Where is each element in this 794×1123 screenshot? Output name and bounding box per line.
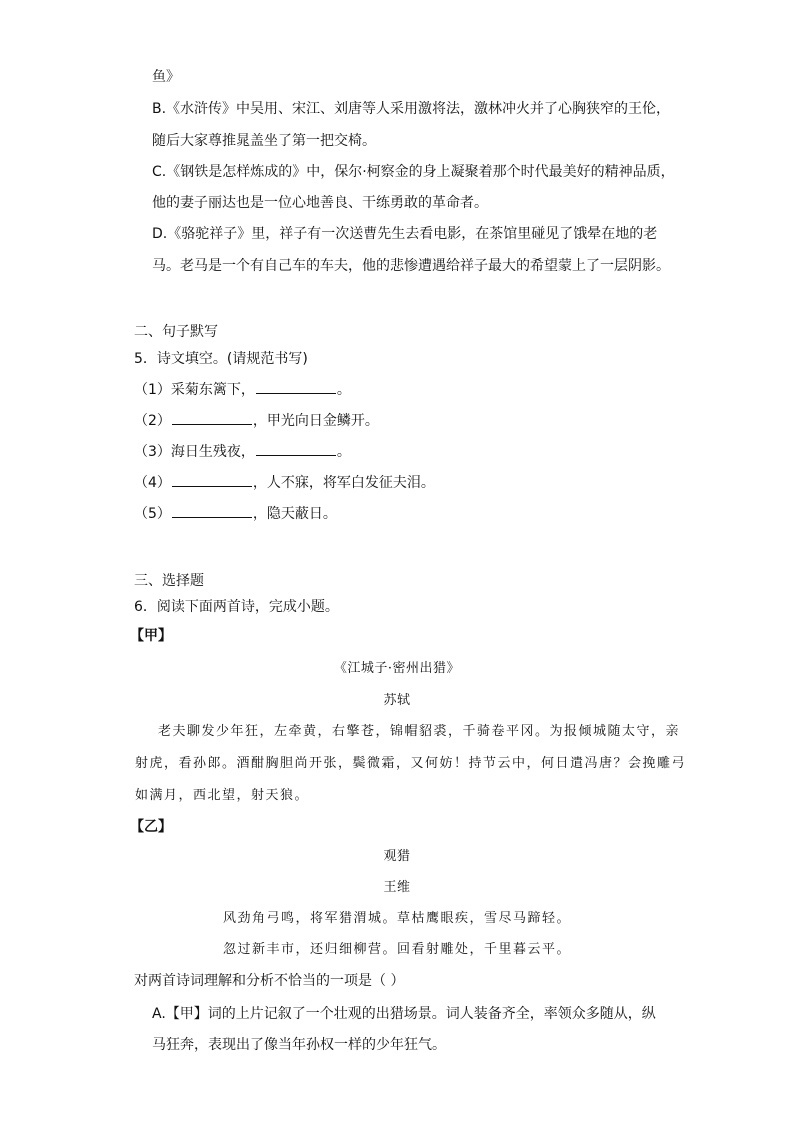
poem-yi-author: 王维 [383, 880, 411, 895]
fill-blank[interactable] [172, 412, 252, 425]
fill-item-before: 采菊东篱下， [170, 382, 255, 398]
option-b-line-2: 随后大家尊推晁盖坐了第一把交椅。 [152, 133, 376, 149]
question-5: 5．诗文填空。(请规范书写) [134, 351, 308, 367]
option-d-line-1: D.《骆驼祥子》里，祥子有一次送曹先生去看电影，在茶馆里碰见了饿晕在地的老 [152, 226, 658, 242]
fill-item-4 [134, 474, 435, 492]
section-2-title: 二、句子默写 [134, 324, 218, 340]
poem-yi-line-2: 忽过新丰市，还归细柳营。回看射雕处，千里暮云平。 [222, 942, 571, 957]
fill-item-after: 。 [336, 382, 351, 398]
fill-item-after: ，甲光向日金鳞开。 [252, 413, 379, 429]
choice-option-a-line-2: 马狂奔，表现出了像当年孙权一样的少年狂气。 [152, 1037, 446, 1053]
option-c-line-2: 他的妻子丽达也是一位心地善良、干练勇敢的革命者。 [152, 195, 488, 211]
fill-item-1 [134, 381, 351, 399]
fill-item-2 [134, 412, 379, 430]
fill-item-5 [134, 505, 337, 523]
poem-jia-author: 苏轼 [383, 693, 411, 708]
poem-jia-title: 《江城子·密州出猎》 [333, 661, 461, 676]
poem-yi-line-1: 风劲角弓鸣，将军猎渭城。草枯鹰眼疾，雪尽马蹄轻。 [222, 911, 571, 926]
fill-item-num: （4） [134, 475, 171, 491]
fill-item-after: 。 [336, 444, 351, 460]
option-c-line-1: C.《钢铁是怎样炼成的》中，保尔·柯察金的身上凝聚着那个时代最美好的精神品质， [152, 164, 675, 180]
fill-blank[interactable] [256, 443, 336, 456]
option-a-tail: 鱼》 [152, 69, 180, 85]
choice-question: 对两首诗词理解和分析不恰当的一项是（ ） [134, 973, 405, 989]
fill-item-num: （5） [134, 506, 171, 522]
fill-blank[interactable] [256, 381, 336, 394]
fill-item-num: （2） [134, 413, 171, 429]
poem-jia-line-1: 老夫聊发少年狂，左牵黄，右擎苍，锦帽貂裘，千骑卷平冈。为报倾城随太守，亲 [158, 724, 681, 739]
choice-option-a-line-1[interactable]: A.【甲】词的上片记叙了一个壮观的出猎场景。词人装备齐全，率领众多随从，纵 [152, 1006, 656, 1022]
poem-yi-title: 观猎 [383, 849, 411, 864]
fill-item-num: （1） [134, 382, 171, 398]
fill-item-before: 海日生残夜， [170, 444, 255, 460]
section-3-title: 三、选择题 [134, 573, 204, 589]
fill-blank[interactable] [172, 474, 252, 487]
option-d-line-2: 马。老马是一个有自己车的车夫，他的悲惨遭遇给祥子最大的希望蒙上了一层阴影。 [152, 258, 670, 274]
fill-item-num: （3） [134, 444, 171, 460]
option-b-line-1: B.《水浒传》中吴用、宋江、刘唐等人采用激将法，激林冲火并了心胸狭窄的王伦， [152, 101, 671, 117]
fill-item-after: ，隐天蔽日。 [252, 506, 337, 522]
fill-item-3 [134, 443, 351, 461]
fill-blank[interactable] [172, 505, 252, 518]
poem-jia-line-2: 射虎，看孙郎。酒酣胸胆尚开张，鬓微霜，又何妨！持节云中，何日遣冯唐？会挽雕弓 [135, 756, 687, 771]
poem-yi-label: 【乙】 [130, 819, 172, 835]
fill-item-after: ，人不寐，将军白发征夫泪。 [252, 475, 435, 491]
poem-jia-line-3: 如满月，西北望，射天狼。 [135, 788, 310, 803]
poem-jia-label: 【甲】 [130, 628, 172, 644]
question-6: 6．阅读下面两首诗，完成小题。 [134, 599, 339, 615]
